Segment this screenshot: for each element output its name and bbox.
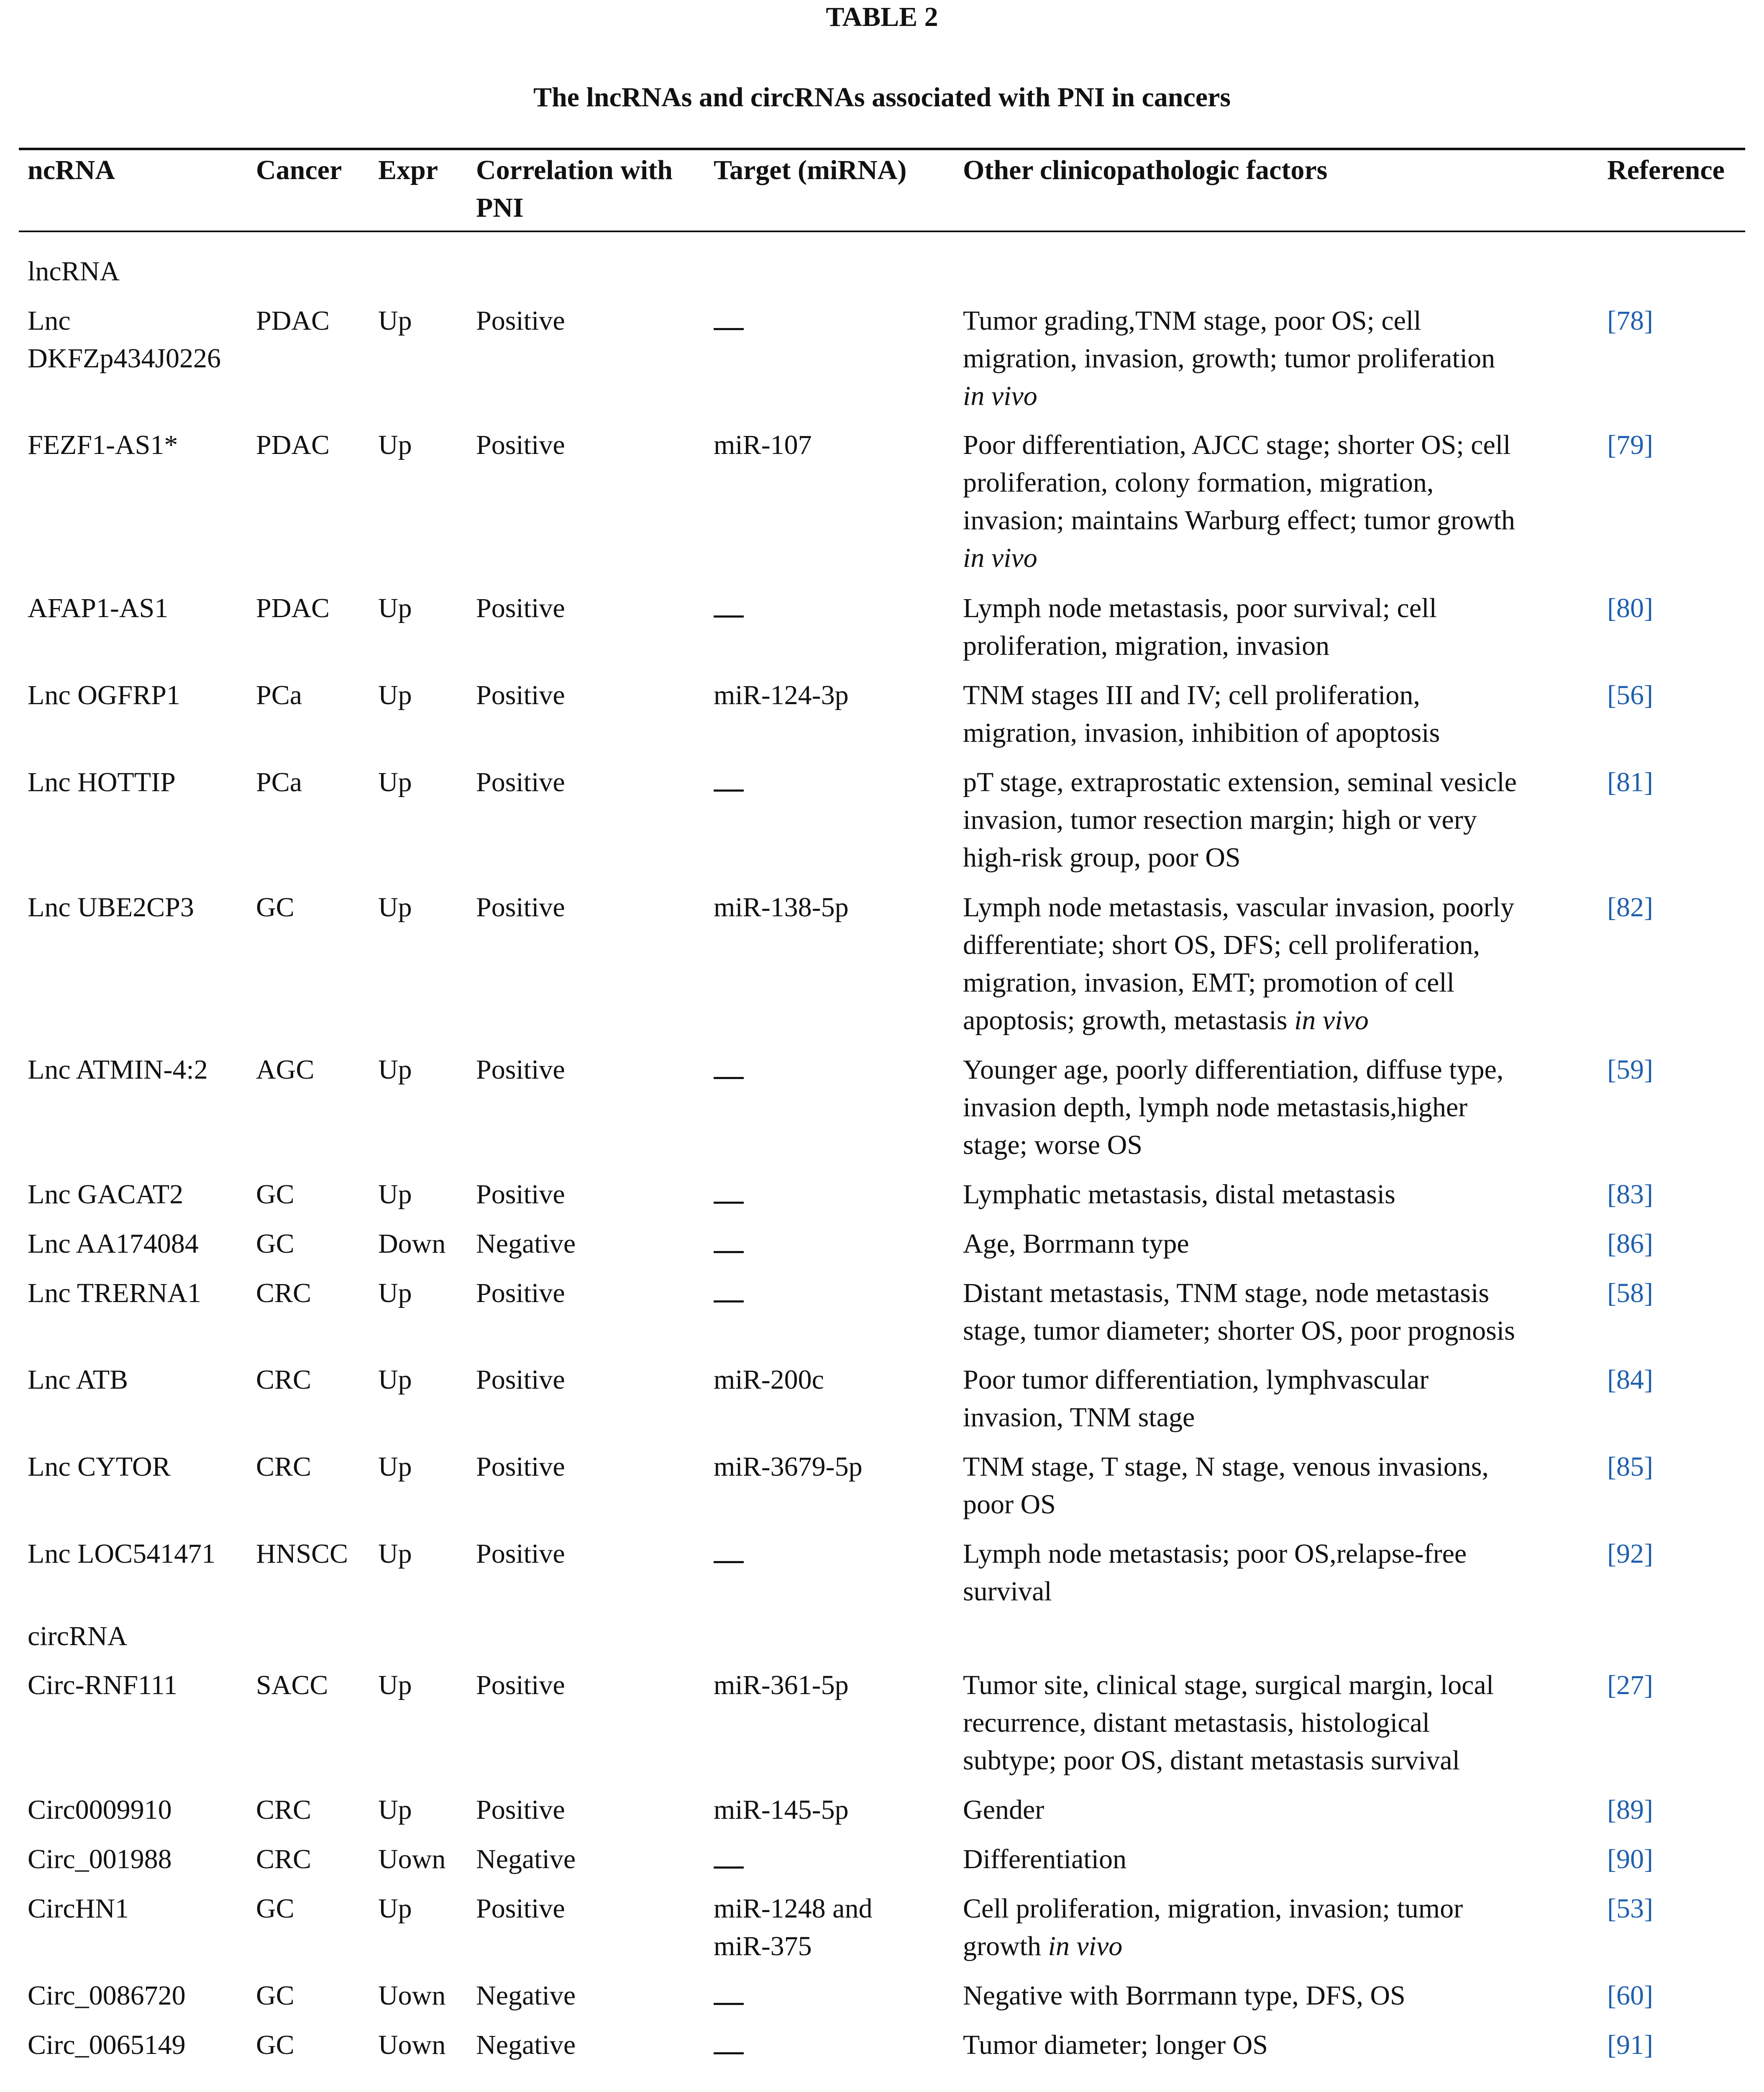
- factor-line: apoptosis; growth, metastasis in vivo: [963, 1005, 1369, 1036]
- cell-ncrna: [28, 302, 221, 377]
- reference-link[interactable]: 81: [1616, 767, 1644, 797]
- empty-target-dash: [714, 1977, 744, 2005]
- header-other-factors: Other clinicopathologic factors: [963, 155, 1328, 185]
- empty-target-dash: [714, 2026, 744, 2054]
- factor-line: differentiate; short OS, DFS; cell proliferation,: [963, 930, 1480, 960]
- reference-link[interactable]: 92: [1616, 1538, 1644, 1569]
- cell-target: [714, 2026, 744, 2064]
- ncrna-line: Circ-RNF111: [28, 1670, 178, 1700]
- cell-correlation: Positive: [476, 1670, 565, 1700]
- cell-expression: Up: [378, 1451, 412, 1482]
- ncrna-line: FEZF1-AS1*: [28, 430, 178, 460]
- cell-target: [714, 1274, 744, 1313]
- reference-link[interactable]: 84: [1616, 1364, 1644, 1395]
- reference-link[interactable]: 56: [1616, 680, 1644, 710]
- cell-cancer: GC: [256, 1228, 294, 1259]
- ncrna-line: Lnc LOC541471: [28, 1538, 216, 1569]
- empty-target-dash: [714, 1274, 744, 1302]
- cell-ncrna: [28, 889, 194, 926]
- cell-expression: Up: [378, 305, 412, 336]
- cell-target: [714, 1977, 744, 2015]
- cell-expression: Up: [378, 892, 412, 923]
- cell-correlation: Positive: [476, 1893, 565, 1924]
- cell-reference[interactable]: [79]: [1607, 430, 1653, 460]
- factor-line: TNM stage, T stage, N stage, venous invasions,: [963, 1451, 1489, 1482]
- cell-expression: Up: [378, 1278, 412, 1308]
- cell-correlation: Negative: [476, 2030, 576, 2060]
- factor-line: in vivo: [963, 543, 1037, 573]
- ncrna-line: Lnc UBE2CP3: [28, 892, 194, 923]
- cell-cancer: HNSCC: [256, 1538, 348, 1569]
- cell-ncrna: [28, 1274, 201, 1312]
- reference-link[interactable]: 78: [1616, 305, 1644, 336]
- ncrna-line: Circ0009910: [28, 1795, 172, 1825]
- cell-correlation: Positive: [476, 767, 565, 797]
- reference-link[interactable]: 86: [1616, 1228, 1644, 1259]
- cell-correlation: Positive: [476, 1538, 565, 1569]
- factor-line: Tumor grading,TNM stage, poor OS; cell: [963, 305, 1421, 336]
- cell-reference[interactable]: [27]: [1607, 1670, 1653, 1700]
- cell-ncrna: [28, 1361, 128, 1399]
- cell-reference[interactable]: [81]: [1607, 767, 1653, 797]
- cell-cancer: GC: [256, 1893, 294, 1924]
- factor-line: Lymph node metastasis; poor OS,relapse-free: [963, 1538, 1467, 1569]
- factor-line: Differentiation: [963, 1844, 1127, 1874]
- cell-other-factors: [963, 1666, 1494, 1779]
- reference-link[interactable]: 80: [1616, 593, 1644, 623]
- cell-reference[interactable]: [53]: [1607, 1893, 1653, 1924]
- ncrna-line: Lnc ATMIN-4:2: [28, 1054, 208, 1085]
- cell-expression: Up: [378, 430, 412, 460]
- cell-reference[interactable]: [89]: [1607, 1795, 1653, 1825]
- factor-line: TNM stages III and IV; cell proliferation,: [963, 680, 1420, 710]
- empty-target-dash: [714, 590, 744, 618]
- header-correlation: [476, 151, 673, 227]
- factor-line: stage, tumor diameter; shorter OS, poor prognosis: [963, 1315, 1515, 1346]
- cell-reference[interactable]: [86]: [1607, 1228, 1653, 1259]
- cell-correlation: Positive: [476, 430, 565, 460]
- cell-cancer: PCa: [256, 680, 302, 710]
- cell-ncrna: [28, 764, 176, 801]
- cell-correlation: Positive: [476, 593, 565, 623]
- cell-ncrna: [28, 2026, 186, 2064]
- cell-other-factors: [963, 889, 1514, 1039]
- cell-target: [714, 1535, 744, 1573]
- cell-other-factors: [963, 677, 1440, 752]
- cell-cancer: SACC: [256, 1670, 328, 1700]
- ncrna-line: AFAP1-AS1: [28, 593, 169, 623]
- cell-expression: Uown: [378, 1844, 446, 1874]
- cell-expression: Up: [378, 1364, 412, 1395]
- factor-line: survival: [963, 1576, 1052, 1607]
- cell-correlation: Positive: [476, 892, 565, 923]
- factor-line: proliferation, colony formation, migration,: [963, 467, 1434, 498]
- cell-expression: Down: [378, 1228, 446, 1259]
- cell-target: [714, 1176, 744, 1214]
- cell-other-factors: [963, 1274, 1515, 1350]
- cell-correlation: Negative: [476, 1844, 576, 1874]
- cell-other-factors: [963, 1890, 1463, 1965]
- factor-line: Lymphatic metastasis, distal metastasis: [963, 1179, 1395, 1210]
- cell-ncrna: [28, 677, 180, 714]
- factor-line: growth in vivo: [963, 1931, 1123, 1961]
- cell-other-factors: [963, 2026, 1268, 2064]
- empty-target-dash: [714, 764, 744, 792]
- table-caption: The lncRNAs and circRNAs associated with PNI in cancers: [533, 82, 1231, 113]
- table-title: TABLE 2: [826, 2, 938, 32]
- empty-target-dash: [714, 1841, 744, 1869]
- factor-line: stage; worse OS: [963, 1130, 1142, 1160]
- header-correlation-line2: PNI: [476, 192, 524, 223]
- cell-target: miR-145-5p: [714, 1795, 849, 1825]
- ncrna-line: Lnc CYTOR: [28, 1451, 171, 1482]
- cell-other-factors: [963, 764, 1517, 877]
- cell-ncrna: [28, 1890, 129, 1928]
- header-expr: Expr: [378, 155, 438, 185]
- factor-line: recurrence, distant metastasis, histological: [963, 1707, 1430, 1738]
- header-reference: Reference: [1607, 155, 1725, 185]
- empty-target-dash: [714, 1176, 744, 1204]
- cell-ncrna: [28, 590, 168, 627]
- factor-line: Lymph node metastasis, vascular invasion, poorly: [963, 892, 1514, 923]
- factor-line: pT stage, extraprostatic extension, seminal vesicle: [963, 767, 1517, 797]
- reference-link[interactable]: 53: [1616, 1893, 1644, 1924]
- ncrna-line: Lnc OGFRP1: [28, 680, 180, 710]
- cell-ncrna: [28, 1791, 172, 1829]
- cell-other-factors: [963, 590, 1437, 665]
- cell-cancer: PCa: [256, 767, 302, 797]
- cell-expression: Up: [378, 1893, 412, 1924]
- factor-line: proliferation, migration, invasion: [963, 631, 1330, 661]
- cell-expression: Up: [378, 593, 412, 623]
- ncrna-line: CircHN1: [28, 1893, 129, 1924]
- cell-reference[interactable]: [56]: [1607, 680, 1653, 710]
- ncrna-line: Lnc AA174084: [28, 1228, 199, 1259]
- factor-line: subtype; poor OS, distant metastasis survival: [963, 1745, 1460, 1776]
- empty-target-dash: [714, 302, 744, 330]
- factor-line: Distant metastasis, TNM stage, node metastasis: [963, 1278, 1490, 1308]
- ncrna-line: Lnc: [28, 305, 71, 336]
- cell-target: miR-138-5p: [714, 892, 849, 923]
- cell-target: miR-1248 and miR-375: [714, 1893, 873, 1961]
- cell-cancer: CRC: [256, 1844, 312, 1874]
- reference-link[interactable]: 27: [1616, 1670, 1644, 1700]
- ncrna-line: Circ_001988: [28, 1844, 172, 1874]
- cell-expression: Up: [378, 767, 412, 797]
- cell-cancer: CRC: [256, 1795, 312, 1825]
- cell-correlation: Positive: [476, 680, 565, 710]
- cell-cancer: PDAC: [256, 430, 330, 460]
- factor-line: high-risk group, poor OS: [963, 842, 1241, 873]
- factor-line: invasion, tumor resection margin; high or very: [963, 805, 1477, 835]
- reference-link[interactable]: 89: [1616, 1795, 1644, 1825]
- header-rule: [19, 231, 1745, 232]
- cell-correlation: Positive: [476, 1179, 565, 1210]
- factor-line: invasion, TNM stage: [963, 1402, 1195, 1433]
- reference-link[interactable]: 82: [1616, 892, 1644, 923]
- cell-cancer: CRC: [256, 1278, 312, 1308]
- ncrna-line: DKFZp434J0226: [28, 343, 221, 374]
- cell-reference[interactable]: [85]: [1607, 1451, 1653, 1482]
- cell-ncrna: [28, 1841, 172, 1878]
- cell-other-factors: [963, 1791, 1044, 1829]
- cell-cancer: PDAC: [256, 593, 330, 623]
- ncrna-line: Lnc HOTTIP: [28, 767, 176, 797]
- factor-line: invasion depth, lymph node metastasis,higher: [963, 1092, 1468, 1123]
- cell-ncrna: [28, 1225, 199, 1263]
- cell-cancer: CRC: [256, 1364, 312, 1395]
- factor-line: invasion; maintains Warburg effect; tumor growth: [963, 505, 1515, 536]
- factor-line: Cell proliferation, migration, invasion; tumor: [963, 1893, 1463, 1924]
- factor-line: Gender: [963, 1795, 1045, 1825]
- cell-target: [714, 302, 744, 340]
- cell-target: miR-107: [714, 430, 812, 460]
- cell-correlation: Positive: [476, 1451, 565, 1482]
- cell-reference[interactable]: [59]: [1607, 1054, 1653, 1085]
- factor-line: in vivo: [963, 381, 1037, 411]
- empty-target-dash: [714, 1535, 744, 1563]
- factor-line: poor OS: [963, 1489, 1056, 1520]
- factor-line: Younger age, poorly differentiation, diffuse type,: [963, 1054, 1504, 1085]
- cell-cancer: GC: [256, 1980, 294, 2011]
- cell-other-factors: [963, 426, 1515, 577]
- cell-cancer: CRC: [256, 1451, 312, 1482]
- cell-expression: Up: [378, 1538, 412, 1569]
- ncrna-line: Lnc GACAT2: [28, 1179, 184, 1210]
- cell-ncrna: [28, 1977, 186, 2015]
- cell-reference[interactable]: [82]: [1607, 892, 1653, 923]
- cell-expression: Up: [378, 1054, 412, 1085]
- cell-reference[interactable]: [83]: [1607, 1179, 1653, 1210]
- cell-correlation: Positive: [476, 1054, 565, 1085]
- cell-other-factors: [963, 1361, 1429, 1436]
- cell-target: [714, 590, 744, 628]
- factor-line: Age, Borrmann type: [963, 1228, 1189, 1259]
- cell-target: [714, 764, 744, 802]
- empty-target-dash: [714, 1225, 744, 1253]
- factor-line: migration, invasion, growth; tumor proliferation: [963, 343, 1495, 374]
- cell-reference[interactable]: [60]: [1607, 1980, 1653, 2011]
- cell-reference[interactable]: [78]: [1607, 305, 1653, 336]
- cell-other-factors: [963, 1841, 1127, 1878]
- factor-line: Negative with Borrmann type, DFS, OS: [963, 1980, 1406, 2011]
- header-correlation-line1: Correlation with: [476, 155, 673, 185]
- cell-correlation: Positive: [476, 1364, 565, 1395]
- cell-target: [714, 1225, 744, 1263]
- cell-other-factors: [963, 1051, 1503, 1164]
- cell-expression: Uown: [378, 1980, 446, 2011]
- cell-correlation: Positive: [476, 1795, 565, 1825]
- reference-link[interactable]: 79: [1616, 430, 1644, 460]
- cell-other-factors: [963, 1176, 1395, 1213]
- reference-link[interactable]: 60: [1616, 1980, 1644, 2011]
- cell-reference[interactable]: [90]: [1607, 1844, 1653, 1874]
- reference-link[interactable]: 85: [1616, 1451, 1644, 1482]
- cell-cancer: GC: [256, 892, 294, 923]
- cell-other-factors: [963, 1448, 1489, 1523]
- cell-reference[interactable]: [92]: [1607, 1538, 1653, 1569]
- cell-correlation: Negative: [476, 1980, 576, 2011]
- cell-reference[interactable]: [80]: [1607, 593, 1653, 623]
- factor-line: Lymph node metastasis, poor survival; cell: [963, 593, 1437, 623]
- cell-reference[interactable]: [58]: [1607, 1278, 1653, 1308]
- cell-target: miR-124-3p: [714, 680, 849, 710]
- factor-line: migration, invasion, inhibition of apoptosis: [963, 718, 1440, 748]
- cell-other-factors: [963, 302, 1495, 415]
- cell-ncrna: [28, 1176, 183, 1213]
- ncrna-line: Circ_0065149: [28, 2030, 186, 2060]
- cell-correlation: Positive: [476, 1278, 565, 1308]
- reference-link[interactable]: 59: [1616, 1054, 1644, 1085]
- section-label-lncrna: lncRNA: [28, 256, 120, 287]
- cell-expression: Up: [378, 680, 412, 710]
- cell-cancer: PDAC: [256, 305, 330, 336]
- reference-link[interactable]: 83: [1616, 1179, 1644, 1210]
- header-ncrna: ncRNA: [28, 155, 115, 185]
- cell-cancer: GC: [256, 1179, 294, 1210]
- factor-line: migration, invasion, EMT; promotion of cell: [963, 967, 1455, 998]
- section-label-circrna: circRNA: [28, 1621, 128, 1651]
- cell-ncrna: [28, 1448, 171, 1486]
- cell-reference[interactable]: [91]: [1607, 2030, 1653, 2060]
- cell-ncrna: [28, 1051, 208, 1089]
- cell-cancer: AGC: [256, 1054, 315, 1085]
- cell-expression: Uown: [378, 2030, 446, 2060]
- cell-target: miR-361-5p: [714, 1670, 849, 1700]
- cell-expression: Up: [378, 1670, 412, 1700]
- empty-target-dash: [714, 1051, 744, 1079]
- cell-target: miR-3679-5p: [714, 1451, 863, 1482]
- cell-correlation: Negative: [476, 1228, 576, 1259]
- cell-target: miR-200c: [714, 1364, 824, 1395]
- factor-line: Poor tumor differentiation, lymphvascular: [963, 1364, 1429, 1395]
- cell-other-factors: [963, 1225, 1189, 1263]
- factor-line: Poor differentiation, AJCC stage; shorter OS; cell: [963, 430, 1511, 460]
- factor-line: Tumor diameter; longer OS: [963, 2030, 1268, 2060]
- reference-link[interactable]: 90: [1616, 1844, 1644, 1874]
- cell-other-factors: [963, 1977, 1406, 2015]
- reference-link[interactable]: 58: [1616, 1278, 1644, 1308]
- header-target: Target (miRNA): [714, 155, 907, 185]
- header-cancer: Cancer: [256, 155, 342, 185]
- cell-expression: Up: [378, 1179, 412, 1210]
- top-rule: [19, 148, 1745, 150]
- ncrna-line: Lnc TRERNA1: [28, 1278, 201, 1308]
- factor-line: Tumor site, clinical stage, surgical margin, local: [963, 1670, 1494, 1700]
- cell-expression: Up: [378, 1795, 412, 1825]
- ncrna-line: Lnc ATB: [28, 1364, 128, 1395]
- cell-other-factors: [963, 1535, 1467, 1610]
- ncrna-line: Circ_0086720: [28, 1980, 186, 2011]
- reference-link[interactable]: 91: [1616, 2030, 1644, 2060]
- cell-correlation: Positive: [476, 305, 565, 336]
- cell-ncrna: [28, 1535, 215, 1573]
- cell-cancer: GC: [256, 2030, 294, 2060]
- cell-ncrna: [28, 426, 178, 464]
- cell-ncrna: [28, 1666, 177, 1704]
- cell-target: [714, 1051, 744, 1089]
- cell-reference[interactable]: [84]: [1607, 1364, 1653, 1395]
- cell-target: [714, 1841, 744, 1879]
